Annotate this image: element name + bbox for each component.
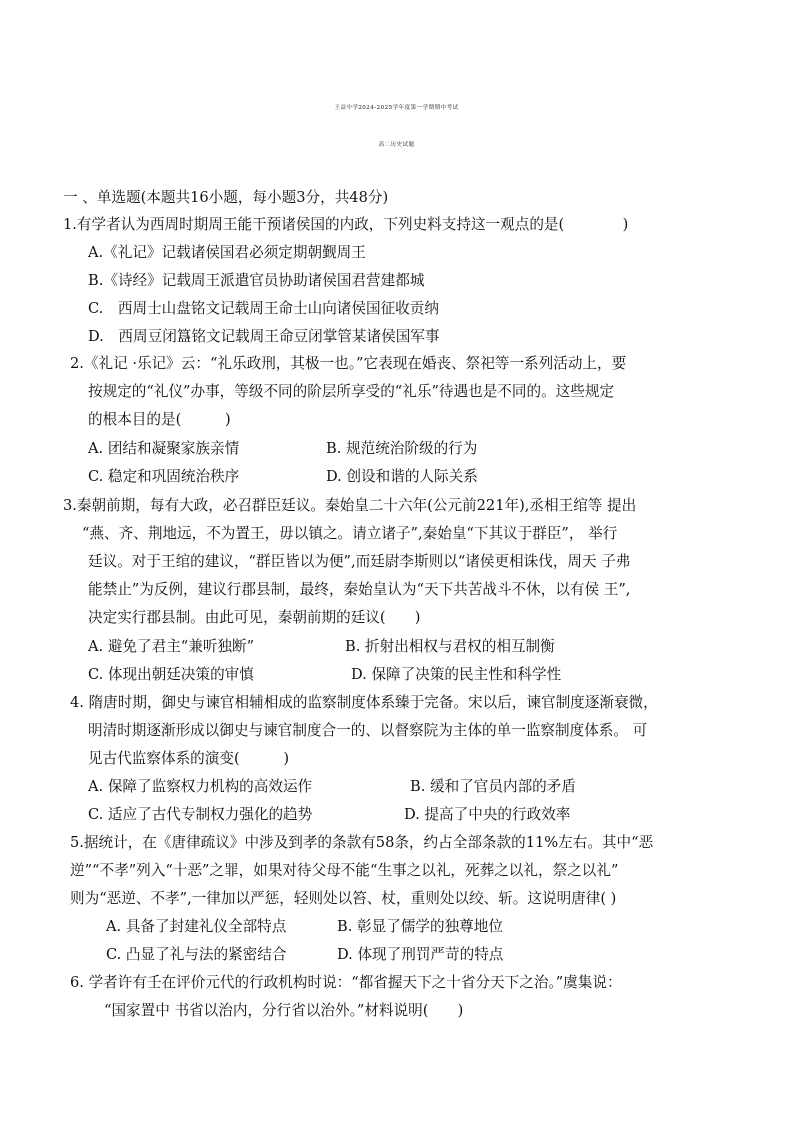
question-stem-line: 则为“恶逆、不孝”,一律加以严惩，轻则处以笞、杖，重则处以绞、斩。这说明唐律( ) <box>70 890 617 907</box>
question-stem-line: 决定实行郡县制。由此可见，秦朝前期的廷议( ) <box>88 609 421 626</box>
question-stem-line: 1.有学者认为西周时期周王能干预诸侯国的内政，下列史料支持这一观点的是( ) <box>63 216 629 233</box>
question-stem-line: 3.秦朝前期，每有大政，必召群臣廷议。秦始皇二十六年(公元前221年),丞相王绾等 提出 <box>63 497 637 514</box>
option-c: C. 适应了古代专制权力强化的趋势 <box>88 806 313 823</box>
option-d: D. 提高了中央的行政效率 <box>404 806 571 823</box>
exam-subtitle: 高二历史试题 <box>378 142 415 148</box>
question-stem-line: 见古代监察体系的演变( ) <box>88 750 290 767</box>
question-stem-line: “国家置中 书省以治内，分行省以治外。”材料说明( ) <box>104 1002 464 1019</box>
option-c: C. 体现出朝廷决策的审慎 <box>88 666 254 683</box>
option-d: D. 体现了刑罚严苛的特点 <box>337 946 504 963</box>
question-stem-line: 的根本目的是( ) <box>88 411 231 428</box>
option-b: B. 折射出相权与君权的相互制衡 <box>345 638 555 655</box>
option-a: A.《礼记》记载诸侯国君必须定期朝觐周王 <box>88 244 366 261</box>
option-a: A. 团结和凝聚家族亲情 <box>88 440 240 457</box>
section-heading: 一 、单选题(本题共16小题，每小题3分，共48分) <box>63 189 389 206</box>
question-stem-line: 4. 隋唐时期，御史与谏官相辅相成的监察制度体系臻于完备。宋以后，谏官制度逐渐衰微， <box>70 694 658 711</box>
option-a: A. 具备了封建礼仪全部特点 <box>106 918 287 935</box>
question-stem-line: “燕、齐、荆地远，不为置王，毋以镇之。请立诸子”,秦始皇“下其议于群臣”， 举行 <box>82 525 618 542</box>
question-stem-line: 廷议。对于王绾的建议，“群臣皆以为便”,而廷尉李斯则以“诸侯更相诛伐，周天 子弗 <box>88 553 631 570</box>
exam-title: 王益中学2024-2025学年度第一学期期中考试 <box>334 105 459 111</box>
option-c: C. 凸显了礼与法的紧密结合 <box>106 946 287 963</box>
option-d: D. 保障了决策的民主性和科学性 <box>351 666 562 683</box>
question-stem-line: 逆”“不孝”列入“十恶”之罪，如果对待父母不能“生事之以礼，死葬之以礼，祭之以礼” <box>70 862 619 879</box>
question-stem-line: 2.《礼记 ·乐记》云：“礼乐政刑，其极一也。”它表现在婚丧、祭祀等一系列活动上，要 <box>70 355 627 372</box>
option-b: B. 缓和了官员内部的矛盾 <box>410 778 576 795</box>
question-stem-line: 能禁止”为反例，建议行郡县制，最终，秦始皇认为“天下共苦战斗不休，以有侯 王”, <box>88 581 631 598</box>
option-b: B.《诗经》记载周王派遣官员协助诸侯国君营建都城 <box>88 272 425 289</box>
question-stem-line: 5.据统计，在《唐律疏议》中涉及到孝的条款有58条，约占全部条款的11%左右。其中“恶 <box>70 834 654 851</box>
question-stem-line: 6. 学者许有壬在评价元代的行政机构时说：“都省握天下之十省分天下之治。”虞集说： <box>70 974 622 991</box>
option-a: A. 避免了君主“兼听独断” <box>88 638 255 655</box>
option-a: A. 保障了监察权力机构的高效运作 <box>88 778 313 795</box>
option-d: D. 创设和谐的人际关系 <box>326 468 478 485</box>
question-stem-line: 按规定的“礼仪”办事，等级不同的阶层所享受的“礼乐”待遇也是不同的。这些规定 <box>88 383 615 400</box>
option-b: B. 规范统治阶级的行为 <box>326 440 478 457</box>
option-b: B. 彰显了儒学的独尊地位 <box>337 918 503 935</box>
option-d: D. 西周豆闭簋铭文记载周王命豆闭掌管某诸侯国军事 <box>88 328 440 345</box>
option-c: C. 稳定和巩固统治秩序 <box>88 468 240 485</box>
question-stem-line: 明清时期逐渐形成以御史与谏官制度合一的、以督察院为主体的单一监察制度体系。 可 <box>88 722 648 739</box>
option-c: C. 西周士山盘铭文记载周王命士山向诸侯国征收贡纳 <box>88 300 439 317</box>
